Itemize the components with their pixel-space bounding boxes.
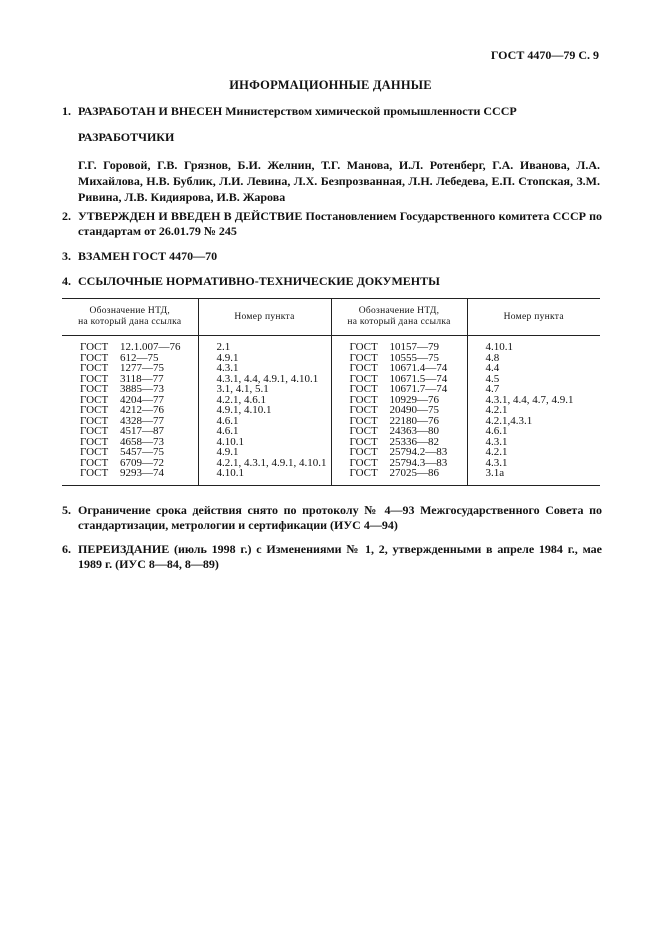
cell-doc-right bbox=[331, 468, 467, 485]
doc-number: 25794.3—83 bbox=[389, 456, 448, 469]
section-5 bbox=[62, 503, 602, 533]
doc-number: 9293—74 bbox=[120, 467, 164, 479]
gost-prefix: ГОСТ bbox=[80, 435, 109, 448]
cell-item-right: 4.6.1 bbox=[485, 425, 508, 437]
section-number: 4. bbox=[62, 274, 71, 288]
doc-number: 27025—86 bbox=[389, 467, 439, 479]
references-table bbox=[62, 298, 600, 486]
cell-item-left: 4.10.1 bbox=[198, 468, 331, 485]
cell-item-right: 4.3.1 bbox=[485, 456, 508, 469]
gost-prefix: ГОСТ bbox=[80, 404, 109, 416]
gost-prefix: ГОСТ bbox=[80, 383, 109, 395]
section-number: 6. bbox=[62, 542, 71, 556]
cell-item-right: 4.10.1 bbox=[485, 341, 513, 353]
gost-prefix: ГОСТ bbox=[349, 425, 378, 437]
cell-item-right: 4.2.1 bbox=[485, 404, 508, 416]
gost-prefix: ГОСТ bbox=[349, 341, 378, 353]
section-text: Министерством химической промышленности СССР bbox=[225, 104, 517, 118]
doc-number: 4517—87 bbox=[120, 425, 164, 437]
doc-number: 10555—75 bbox=[389, 351, 439, 364]
page-title: ИНФОРМАЦИОННЫЕ ДАННЫЕ bbox=[229, 78, 432, 92]
doc-number: 10157—79 bbox=[389, 341, 439, 353]
cell-item-right: 4.8 bbox=[485, 351, 500, 364]
section-text: ВЗАМЕН ГОСТ 4470—70 bbox=[78, 249, 218, 263]
gost-prefix: ГОСТ bbox=[349, 446, 378, 458]
cell-item-left: 4.9.1 bbox=[198, 353, 331, 364]
cell-item-left: 4.9.1 bbox=[198, 447, 331, 458]
cell-item-left: 3.1, 4.1, 5.1 bbox=[198, 384, 331, 395]
doc-number: 10671.4—74 bbox=[389, 362, 448, 374]
gost-prefix: ГОСТ bbox=[80, 351, 109, 364]
table-header-row bbox=[62, 299, 600, 336]
section-label: РАЗРАБОТАН И ВНЕСЕН bbox=[78, 104, 223, 118]
cell-item-right: 4.4 bbox=[485, 362, 500, 374]
section-6 bbox=[62, 542, 602, 572]
gost-prefix: ГОСТ bbox=[349, 372, 378, 385]
gost-prefix: ГОСТ bbox=[80, 393, 109, 406]
doc-number: 12.1.007—76 bbox=[120, 341, 181, 353]
doc-number: 25336—82 bbox=[389, 435, 439, 448]
gost-prefix: ГОСТ bbox=[349, 467, 378, 479]
gost-prefix: ГОСТ bbox=[80, 446, 109, 458]
doc-number: 10671.5—74 bbox=[389, 372, 448, 385]
header-doc-left: Обозначение НТД, на который дана ссылка bbox=[62, 299, 198, 336]
page-header: ГОСТ 4470—79 С. 9 bbox=[490, 48, 599, 62]
doc-number: 3118—77 bbox=[120, 372, 164, 385]
section-number: 5. bbox=[62, 503, 71, 517]
cell-item-right: 4.3.1, 4.4, 4.7, 4.9.1 bbox=[485, 393, 574, 406]
gost-prefix: ГОСТ bbox=[349, 351, 378, 364]
gost-prefix: ГОСТ bbox=[349, 456, 378, 469]
gost-prefix: ГОСТ bbox=[349, 393, 378, 406]
section-2 bbox=[62, 209, 602, 239]
cell-doc-right bbox=[331, 336, 467, 353]
header-item-right: Номер пункта bbox=[467, 299, 600, 336]
section-3 bbox=[62, 249, 602, 264]
section-text: Постановлением Государственного комитета СССР по стандартам от 26.01.79 № 245 bbox=[78, 209, 603, 238]
doc-number: 10929—76 bbox=[389, 393, 439, 406]
section-number: 2. bbox=[62, 209, 71, 223]
doc-number: 1277—75 bbox=[120, 362, 164, 374]
table-row bbox=[62, 336, 600, 353]
gost-prefix: ГОСТ bbox=[349, 383, 378, 395]
cell-item-left: 4.2.1, 4.6.1 bbox=[198, 395, 331, 406]
cell-item-right: 4.2.1 bbox=[485, 446, 508, 458]
gost-prefix: ГОСТ bbox=[80, 341, 109, 353]
section-text: (июль 1998 г.) с Изменениями № 1, 2, утвержденными в апреле 1984 г., мае 1989 г. (ИУС 8—84, 8—89) bbox=[78, 542, 603, 571]
section-1 bbox=[62, 104, 602, 119]
doc-number: 5457—75 bbox=[120, 446, 164, 458]
section-number: 1. bbox=[62, 104, 71, 118]
cell-item-left: 2.1 bbox=[198, 336, 331, 353]
cell-item-right: 4.7 bbox=[485, 383, 500, 395]
cell-item-left: 4.2.1, 4.3.1, 4.9.1, 4.10.1 bbox=[198, 458, 331, 469]
cell-item-left: 4.3.1 bbox=[198, 363, 331, 374]
gost-prefix: ГОСТ bbox=[80, 467, 109, 479]
header-item-left: Номер пункта bbox=[198, 299, 331, 336]
gost-prefix: ГОСТ bbox=[349, 414, 378, 427]
section-number: 3. bbox=[62, 249, 71, 263]
doc-number: 3885—73 bbox=[120, 383, 164, 395]
section-label: УТВЕРЖДЕН И ВВЕДЕН В ДЕЙСТВИЕ bbox=[78, 209, 303, 223]
cell-item-left: 4.10.1 bbox=[198, 437, 331, 448]
doc-number: 20490—75 bbox=[389, 404, 439, 416]
doc-number: 612—75 bbox=[120, 351, 159, 364]
cell-doc-left bbox=[62, 468, 198, 485]
doc-number: 4212—76 bbox=[120, 404, 164, 416]
gost-prefix: ГОСТ bbox=[349, 362, 378, 374]
cell-item-right: 4.3.1 bbox=[485, 435, 508, 448]
cell-item-left: 4.6.1 bbox=[198, 426, 331, 437]
gost-prefix: ГОСТ bbox=[349, 435, 378, 448]
doc-number: 4204—77 bbox=[120, 393, 164, 406]
header-doc-right: Обозначение НТД, на который дана ссылка bbox=[331, 299, 467, 336]
gost-prefix: ГОСТ bbox=[80, 362, 109, 374]
doc-number: 4658—73 bbox=[120, 435, 164, 448]
gost-prefix: ГОСТ bbox=[80, 425, 109, 437]
section-label: ПЕРЕИЗДАНИЕ bbox=[78, 542, 170, 556]
developers-heading: РАЗРАБОТЧИКИ bbox=[78, 130, 175, 144]
cell-item-right: 4.5 bbox=[485, 372, 500, 385]
cell-item-right: 3.1а bbox=[467, 468, 600, 485]
doc-number: 6709—72 bbox=[120, 456, 164, 469]
doc-number: 4328—77 bbox=[120, 414, 164, 427]
gost-prefix: ГОСТ bbox=[80, 414, 109, 427]
cell-item-left: 4.3.1, 4.4, 4.9.1, 4.10.1 bbox=[198, 374, 331, 385]
section-text: Ограничение срока действия снято по протоколу № 4—93 Межгосударственного Совета по стандартизации, метрологии и сертификации (ИУС 4—94) bbox=[78, 503, 602, 532]
section-text: ССЫЛОЧНЫЕ НОРМАТИВНО-ТЕХНИЧЕСКИЕ ДОКУМЕНТЫ bbox=[78, 274, 440, 288]
doc-number: 22180—76 bbox=[389, 414, 439, 427]
table-row bbox=[62, 468, 600, 485]
cell-doc-left bbox=[62, 336, 198, 353]
gost-prefix: ГОСТ bbox=[80, 372, 109, 385]
gost-prefix: ГОСТ bbox=[349, 404, 378, 416]
cell-item-left: 4.6.1 bbox=[198, 416, 331, 427]
doc-number: 25794.2—83 bbox=[389, 446, 448, 458]
cell-item-right: 4.2.1,4.3.1 bbox=[485, 414, 533, 427]
developers-list: Г.Г. Горовой, Г.В. Грязнов, Б.И. Желнин, Т.Г. Манова, И.Л. Ротенберг, Г.А. Иванова, Л.А. Михайлова, Н.В. Бублик, Л.И. Левина, Л.Х. Безпрозванная, Л.Н. Лебедева, Е.П. Стопская, З.М. Ривина, Л.В. Кидиярова, И.В. Жарова bbox=[78, 158, 600, 204]
section-4 bbox=[62, 274, 602, 289]
cell-item-left: 4.9.1, 4.10.1 bbox=[198, 405, 331, 416]
doc-number: 24363—80 bbox=[389, 425, 439, 437]
doc-number: 10671.7—74 bbox=[389, 383, 448, 395]
gost-prefix: ГОСТ bbox=[80, 456, 109, 469]
